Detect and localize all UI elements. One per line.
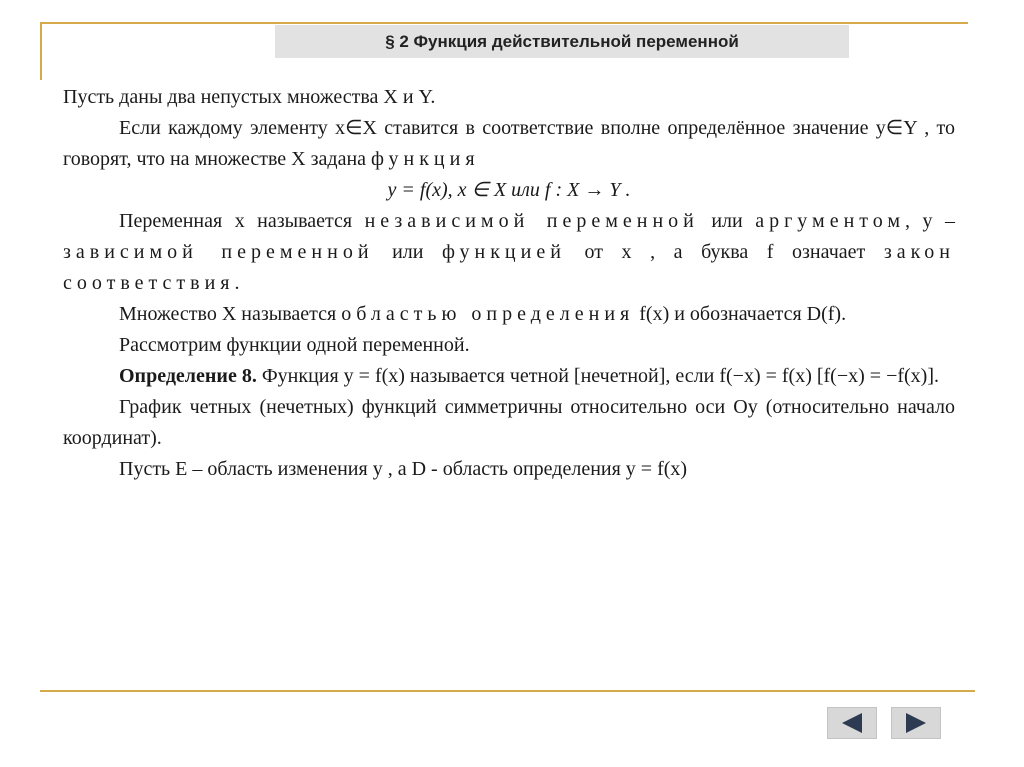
triangle-left-icon bbox=[842, 713, 862, 733]
formula-function: y = f(x), x ∈ X или f : X → Y . bbox=[387, 179, 631, 201]
text-segment: от x , а буква f означает bbox=[565, 241, 884, 263]
paragraph-consider: Рассмотрим функции одной переменной. bbox=[119, 334, 470, 356]
slide-body bbox=[63, 82, 955, 485]
paragraph-definition-8 bbox=[63, 361, 955, 392]
term-function-2: функцией bbox=[442, 241, 566, 263]
definition-label: Определение 8. bbox=[119, 365, 257, 387]
frame-bottom-line bbox=[40, 690, 975, 692]
term-domain: областью определения bbox=[341, 303, 635, 325]
term-function: функция bbox=[371, 148, 480, 170]
frame-top-line bbox=[40, 22, 968, 24]
term-independent-variable: независимой переменной bbox=[364, 210, 699, 232]
text-segment: . bbox=[234, 272, 240, 294]
slide-title bbox=[275, 25, 849, 58]
slide-title-text: § 2 Функция действительной переменной bbox=[385, 31, 739, 51]
term-dependent-variable: зависимой переменной bbox=[63, 241, 374, 263]
term-argument: аргументом bbox=[755, 210, 906, 232]
frame-left-line bbox=[40, 22, 42, 80]
text-segment: f(x) и обозначается D(f). bbox=[634, 303, 847, 325]
triangle-right-icon bbox=[906, 713, 926, 733]
prev-slide-button[interactable] bbox=[827, 707, 877, 739]
text-segment: Переменная x называется bbox=[119, 210, 365, 232]
term-correspondence-law: закон соответствия bbox=[63, 241, 956, 294]
next-slide-button[interactable] bbox=[891, 707, 941, 739]
paragraph-variables bbox=[63, 206, 955, 299]
paragraph-symmetry: График четных (нечетных) функций симметричны относительно оси Oy (относительно начало координат). bbox=[63, 396, 955, 449]
text-segment: Множество X называется bbox=[119, 303, 342, 325]
text-segment: , y – bbox=[905, 210, 955, 232]
text-segment: или bbox=[698, 210, 756, 232]
paragraph-domain bbox=[63, 299, 955, 330]
paragraph-definition-function bbox=[63, 113, 955, 175]
definition-text: Функция y = f(x) называется четной [нечетной], если f(−x) = f(x) [f(−x) = −f(x)]. bbox=[256, 365, 939, 387]
paragraph-range: Пусть E – область изменения y , а D - область определения y = f(x) bbox=[119, 458, 688, 480]
paragraph-sets: Пусть даны два непустых множества X и Y. bbox=[63, 86, 436, 108]
text-segment: или bbox=[373, 241, 443, 263]
paragraph-definition-text: Если каждому элементу x∈X ставится в соответствие вполне определённое значение y∈Y , то говорят, что на множестве X задана bbox=[63, 117, 955, 170]
